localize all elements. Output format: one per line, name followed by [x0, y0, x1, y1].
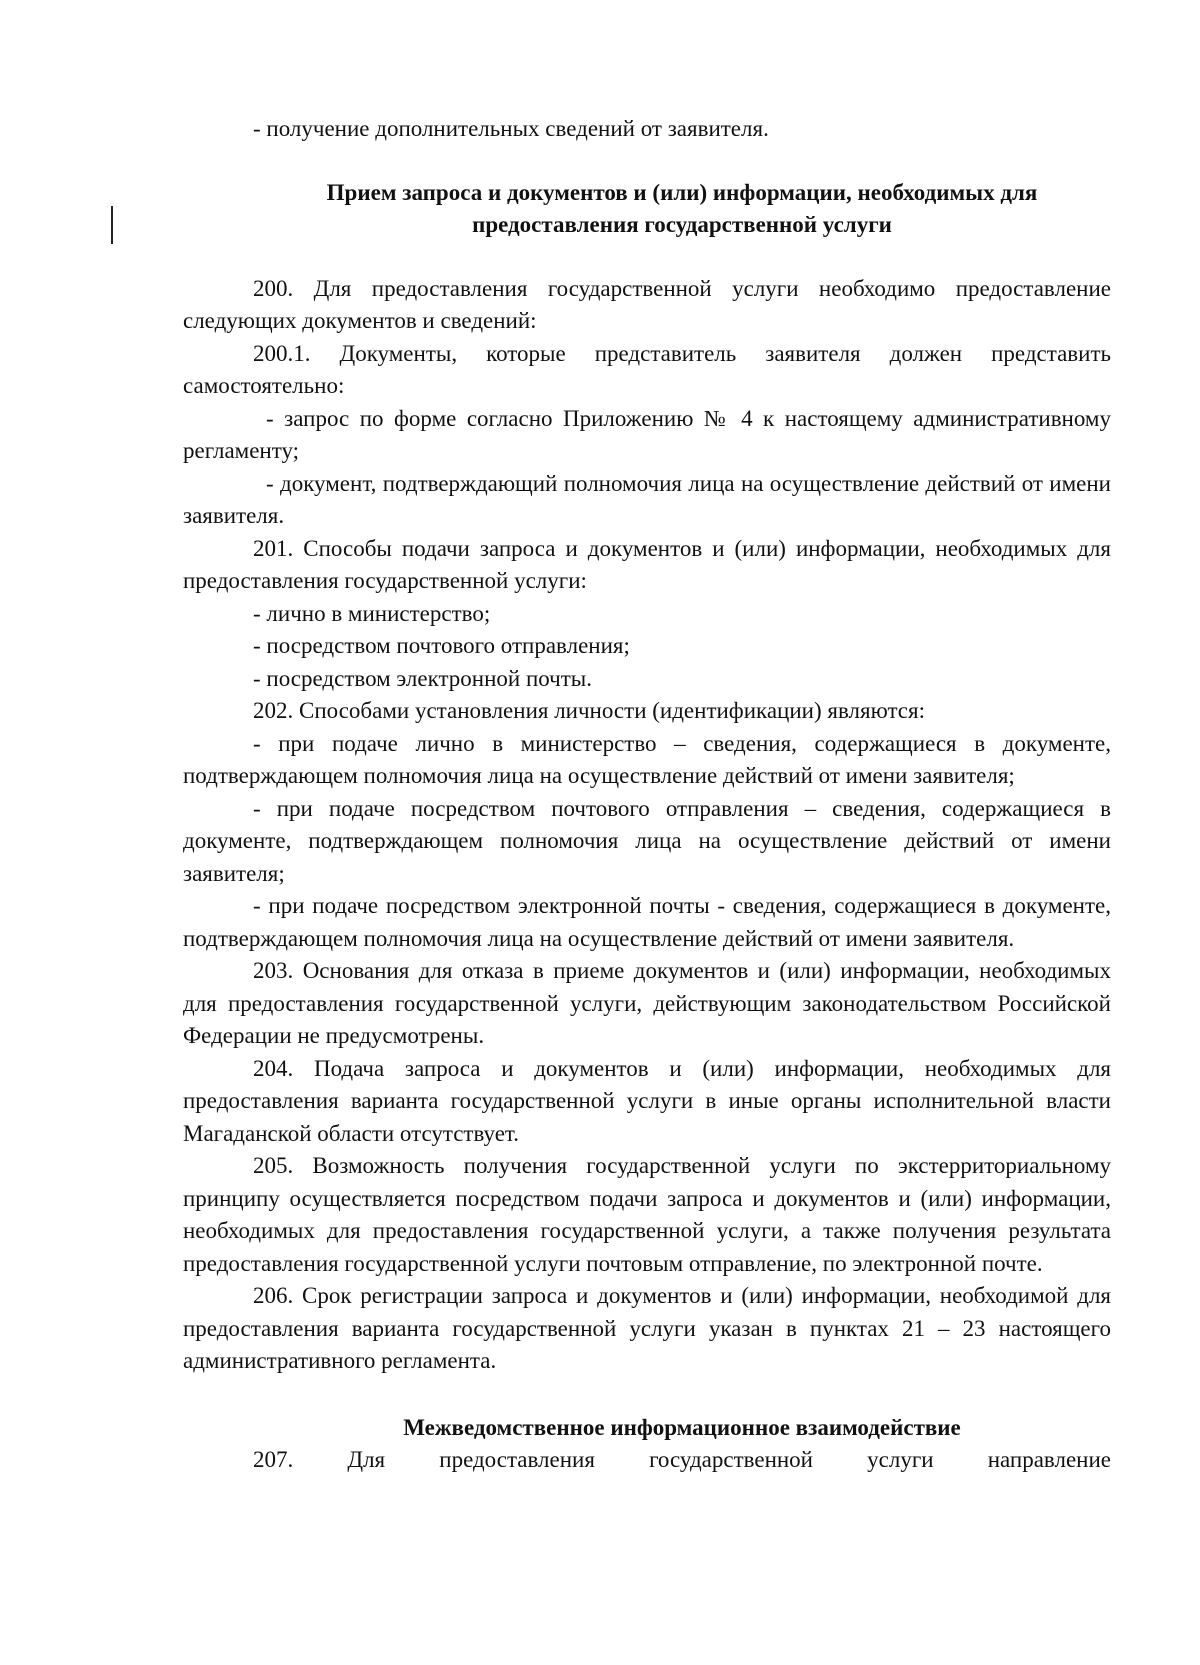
section-heading-interaction: Межведомственное информационное взаимодействие [403, 1414, 961, 1440]
list-item: - при подаче посредством почтового отправления – сведения, содержащиеся в документе, подтверждающем полномочия лица на осуществление действий от имени заявителя; [183, 795, 1111, 886]
paragraph-200: 200. Для предоставления государственной услуги необходимо предоставление следующих документов и сведений: [183, 275, 1111, 333]
section-heading-request: Прием запроса и документов и (или) информации, необходимых для предоставления государственной услуги [326, 179, 1038, 237]
paragraph-200-1: 200.1. Документы, которые представитель заявителя должен представить самостоятельно: [183, 340, 1111, 398]
list-item: - посредством электронной почты. [253, 665, 592, 691]
paragraph-206: 206. Срок регистрации запроса и документов и (или) информации, необходимой для предоставления варианта государственной услуги указан в пунктах 21 – 23 настоящего административного регламента. [183, 1283, 1111, 1373]
paragraph-203: 203. Основания для отказа в приеме документов и (или) информации, необходимых для предоставления государственной услуги, действующим законодательством Российской Федерации не предусмотрены. [183, 958, 1111, 1048]
list-item: - получение дополнительных сведений от заявителя. [253, 116, 769, 141]
list-item: - документ, подтверждающий полномочия лица на осуществление действий от имени заявителя. [183, 470, 1111, 528]
paragraph-204: 204. Подача запроса и документов и (или) информации, необходимых для предоставления варианта государственной услуги в иные органы исполнительной власти Магаданской области отсутствует. [183, 1055, 1111, 1146]
list-item: - лично в министерство; [253, 600, 491, 626]
list-item: - при подаче лично в министерство – сведения, содержащиеся в документе, подтверждающем полномочия лица на осуществление действий от имени заявителя; [183, 730, 1111, 788]
document-body [183, 113, 1111, 1477]
paragraph-201: 201. Способы подачи запроса и документов и (или) информации, необходимых для предоставления государственной услуги: [183, 535, 1111, 593]
paragraph-205: 205. Возможность получения государственной услуги по экстерриториальному принципу осуществляется посредством подачи запроса и документов и (или) информации, необходимых для предоставления государственной услуги, а также получения результата предоставления государственной услуги почтовым отправление, по электронной почте. [183, 1153, 1111, 1276]
list-item: - при подаче посредством электронной почты - сведения, содержащиеся в документе, подтверждающем полномочия лица на осуществление действий от имени заявителя. [183, 893, 1111, 951]
list-item: - запрос по форме согласно Приложению № 4 к настоящему административному регламенту; [183, 405, 1111, 463]
paragraph-207: 207. Для предоставления государственной услуги направление [253, 1447, 1111, 1472]
list-item: - посредством почтового отправления; [253, 633, 630, 658]
paragraph-202: 202. Способами установления личности (идентификации) являются: [253, 698, 925, 723]
margin-mark [111, 206, 113, 244]
